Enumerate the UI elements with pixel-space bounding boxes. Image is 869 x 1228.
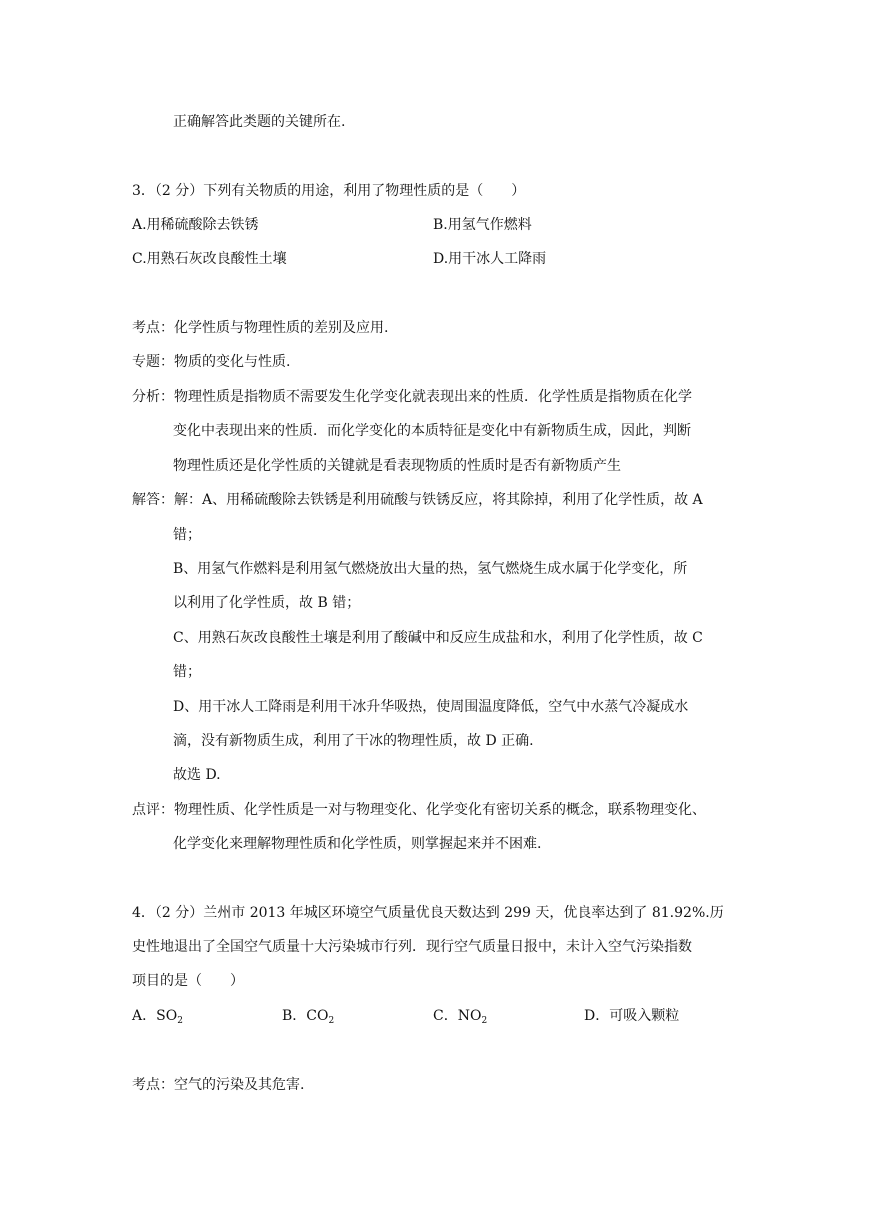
q3-jieda-line-3: B、用氢气作燃料是利用氢气燃烧放出大量的热，氢气燃烧生成水属于化学变化，所 (173, 561, 688, 577)
prev-answer-tail: 正确解答此类题的关键所在. (173, 114, 346, 130)
q3-option-b: B.用氢气作燃料 (433, 217, 532, 233)
q4-stem-line-3: 项目的是（ ） (132, 973, 244, 989)
q3-option-a: A.用稀硫酸除去铁锈 (132, 217, 259, 233)
q3-jieda-line-4: 以利用了化学性质，故 B 错； (173, 595, 361, 611)
q3-dianping-line-2: 化学变化来理解物理性质和化学性质，则掌握起来并不困难. (173, 836, 542, 852)
q3-jieda-line-7: D、用干冰人工降雨是利用干冰升华吸热，使周围温度降低，空气中水蒸气冷凝成水 (173, 699, 689, 715)
q3-zhuanti-text: 物质的变化与性质. (174, 354, 291, 370)
q4-option-c-text: C．NO (433, 1008, 482, 1024)
q3-kaodian-text: 化学性质与物理性质的差别及应用. (174, 320, 389, 336)
q4-kaodian-label: 考点： (132, 1077, 174, 1093)
q4-stem-line-1: 4．（2 分）兰州市 2013 年城区环境空气质量优良天数达到 299 天，优良率达到了 81.92%.历 (132, 905, 724, 921)
q3-jieda-line-8: 滴，没有新物质生成，利用了干冰的物理性质，故 D 正确. (173, 733, 534, 749)
q4-option-d: D．可吸入颗粒 (584, 1008, 680, 1024)
q3-dianping-label: 点评： (132, 802, 174, 818)
q4-kaodian (132, 1075, 304, 1095)
q3-kaodian (132, 318, 388, 338)
q3-jieda-line-1: 解：A、用稀硫酸除去铁锈是利用硫酸与铁锈反应，将其除掉，利用了化学性质，故 A (174, 492, 703, 508)
q3-jieda-line-6: 错； (173, 664, 201, 680)
q3-jieda-line-5: C、用熟石灰改良酸性土壤是利用了酸碱中和反应生成盐和水，利用了化学性质，故 C (173, 630, 703, 646)
q4-option-a (132, 1006, 183, 1026)
q3-zhuanti-label: 专题： (132, 354, 174, 370)
q3-dianping-line-1: 物理性质、化学性质是一对与物理变化、化学变化有密切关系的概念，联系物理变化、 (174, 802, 706, 818)
q3-jieda-line-9: 故选 D. (173, 767, 221, 783)
q3-jieda-label: 解答： (132, 492, 174, 508)
q3-kaodian-label: 考点： (132, 320, 174, 336)
q3-fenxi-line-3: 物理性质还是化学性质的关键就是看表现物质的性质时是否有新物质产生 (173, 458, 621, 474)
q4-option-a-sub: 2 (177, 1016, 183, 1026)
q3-jieda-line-2: 错； (173, 527, 201, 543)
q3-stem: 3．（2 分）下列有关物质的用途，利用了物理性质的是（ ） (132, 183, 526, 199)
q4-option-b-sub: 2 (328, 1016, 335, 1026)
q3-zhuanti (132, 352, 290, 372)
q4-kaodian-text: 空气的污染及其危害. (174, 1077, 305, 1093)
q4-option-b-text: B．CO (282, 1008, 329, 1024)
q4-option-a-text: A．SO (132, 1008, 178, 1024)
q3-option-c: C.用熟石灰改良酸性土壤 (132, 251, 287, 267)
q3-fenxi-label: 分析： (132, 389, 174, 405)
q4-option-b (282, 1006, 334, 1026)
q4-option-c (433, 1006, 487, 1026)
q3-option-d: D.用干冰人工降雨 (433, 251, 547, 267)
q3-fenxi-line-2: 变化中表现出来的性质．而化学变化的本质特征是变化中有新物质生成，因此，判断 (173, 423, 691, 439)
q4-stem-line-2: 史性地退出了全国空气质量十大污染城市行列．现行空气质量日报中，未计入空气污染指数 (132, 939, 692, 955)
q3-fenxi-line-1: 物理性质是指物质不需要发生化学变化就表现出来的性质．化学性质是指物质在化学 (174, 389, 692, 405)
q4-option-c-sub: 2 (481, 1016, 488, 1026)
